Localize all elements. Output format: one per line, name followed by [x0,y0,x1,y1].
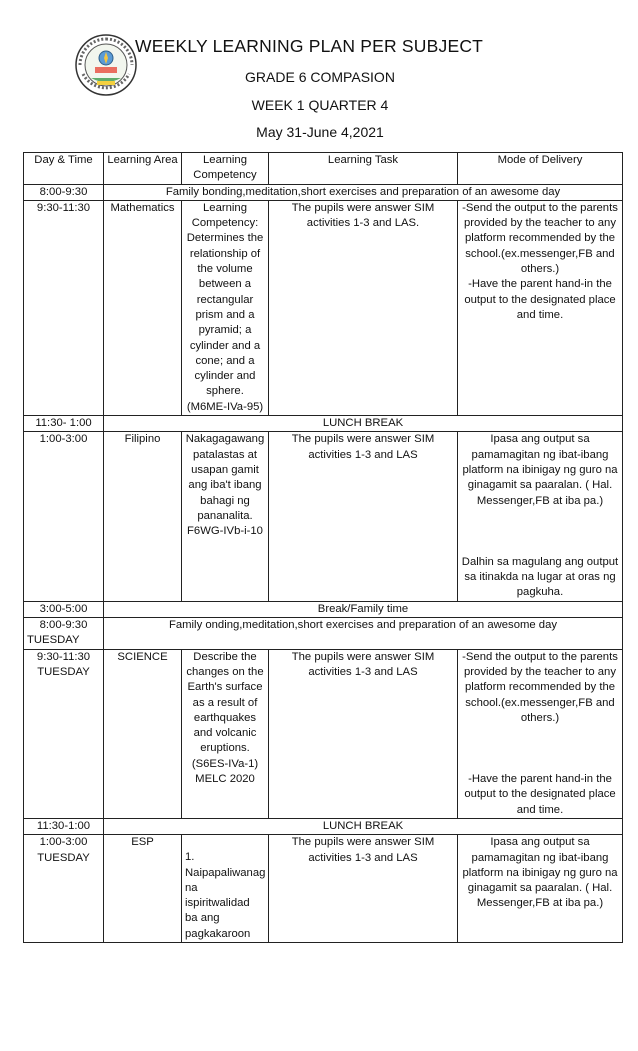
delivery-step-send: -Send the output to the parents provided by the teacher to any platform recommended by the school.(ex.messenger,FB and others.) [462,201,618,276]
competency-cell: Describe the changes on the Earth's surface as a result of earthquakes and volcanic eruptions. (S6ES-IVa-1) MELC 2020 [182,649,269,818]
table-row [24,649,623,818]
time-cell: 3:00-5:00 [24,601,104,617]
task-cell: The pupils were answer SIM activities 1-3 and LAS [269,432,458,601]
day-text: TUESDAY [37,665,90,678]
delivery-cell: Ipasa ang output sa pamamagitan ng ibat-ibang platform na ibinigay ng guro na ginagamit sa paaralan. ( Hal. Messenger,FB at iba pa.) [458,835,623,943]
area-cell: SCIENCE [104,649,182,818]
activity-cell: LUNCH BREAK [104,818,623,834]
table-row [24,601,623,617]
delivery-step-send: -Send the output to the parents provided by the teacher to any platform recommended by the school.(ex.messenger,FB and others.) [462,650,618,724]
page-title: WEEKLY LEARNING PLAN PER SUBJECT [135,36,484,56]
table-row [24,416,623,432]
day-text: TUESDAY [27,634,80,647]
col-learning-area: Learning Area [104,153,182,185]
time-cell [24,618,104,650]
delivery-cell [458,649,623,818]
table-row [24,818,623,834]
activity-cell: LUNCH BREAK [104,416,623,432]
time-cell [24,649,104,818]
time-text: 9:30-11:30 [36,650,91,663]
table-row [24,432,623,601]
delivery-step-handin: -Have the parent hand-in the output to the designated place and time. [464,773,616,816]
delivery-step-handin: Dalhin sa magulang ang output sa itinakda na lugar at oras ng pagkuha. [461,555,619,599]
time-text: 8:00-9:30 [39,619,88,632]
date-range: May 31-June 4,2021 [256,124,384,140]
spacer [461,726,619,772]
grade-section: GRADE 6 COMPASION [245,69,395,85]
time-cell: 1:00-3:00 [24,432,104,601]
area-cell: Filipino [104,432,182,601]
delivery-cell [458,200,623,415]
school-seal-logo [75,34,137,96]
spacer [461,509,619,555]
task-cell: The pupils were answer SIM activities 1-3 and LAS. [269,200,458,415]
learning-plan-table [23,152,623,943]
competency-text: 1. Naipapaliwanag na ispiritwalidad ba ang pagkakaroon [185,851,266,940]
week-quarter: WEEK 1 QUARTER 4 [251,97,389,113]
col-learning-competency: Learning Competency [182,153,269,185]
area-cell: ESP [104,835,182,943]
day-text: TUESDAY [37,851,90,864]
area-cell: Mathematics [104,200,182,415]
competency-cell: Learning Competency: Determines the relationship of the volume between a rectangular prism and a pyramid; a cylinder and a cone; and a cylinder and sphere. (M6ME-IVa-95) [182,200,269,415]
col-learning-task: Learning Task [269,153,458,185]
activity-cell: Family bonding,meditation,short exercises and preparation of an awesome day [104,184,623,200]
time-text: 1:00-3:00 [39,836,88,849]
activity-cell: Break/Family time [104,601,623,617]
task-cell: The pupils were answer SIM activities 1-3 and LAS [269,835,458,943]
task-cell: The pupils were answer SIM activities 1-3 and LAS [269,649,458,818]
activity-cell: Family onding,meditation,short exercises and preparation of an awesome day [104,618,623,650]
delivery-step-send: Ipasa ang output sa pamamagitan ng ibat-ibang platform na ibinigay ng guro na ginagamit sa paaralan. ( Hal. Messenger,FB at iba pa.) [462,433,618,507]
table-row [24,835,623,943]
time-cell [24,835,104,943]
competency-cell [182,835,269,943]
spacer [185,835,265,850]
table-row [24,184,623,200]
competency-cell: Nakagagawang patalastas at usapan gamit ang iba't ibang bahagi ng pananalita. F6WG-IVb-i-10 [182,432,269,601]
time-cell: 11:30-1:00 [24,818,104,834]
time-cell: 9:30-11:30 [24,200,104,415]
table-row [24,618,623,650]
table-header-row [24,153,623,185]
delivery-cell [458,432,623,601]
time-cell: 8:00-9:30 [24,184,104,200]
table-row [24,200,623,415]
delivery-step-handin: -Have the parent hand-in the output to the designated place and time. [464,278,616,321]
time-cell: 11:30- 1:00 [24,416,104,432]
col-mode-of-delivery: Mode of Delivery [458,153,623,185]
col-day-time: Day & Time [24,153,104,185]
